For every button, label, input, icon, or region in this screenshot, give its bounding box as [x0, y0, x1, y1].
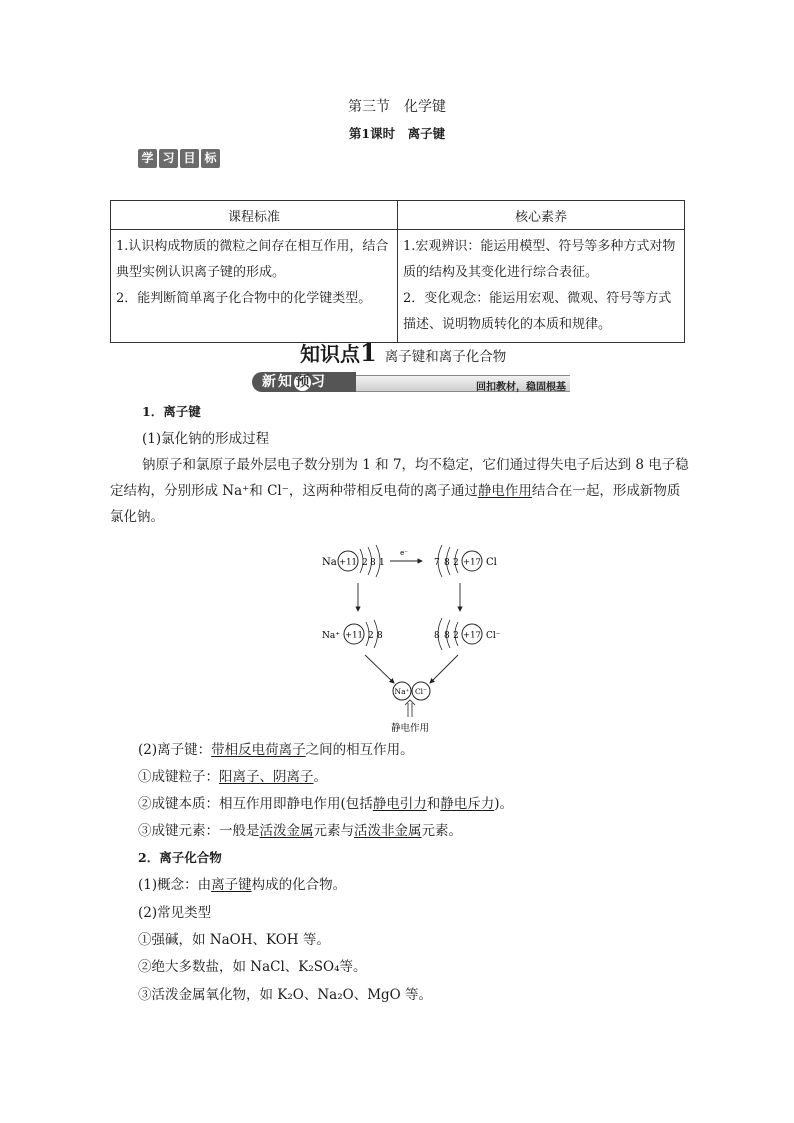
ionic-bond-definition: (2)离子键：带相反电荷离子之间的相互作用。 [138, 742, 414, 758]
svg-text:+17: +17 [463, 630, 481, 641]
literacy-item: 1.宏观辨识：能运用模型、符号等多种方式对物质的结构及其变化进行综合表征。 [403, 239, 676, 280]
badge-char: 标 [201, 149, 220, 168]
section-title: 第三节 化学键 [348, 99, 446, 115]
ionic-compound-concept: (1)概念：由离子键构成的化合物。 [138, 877, 347, 893]
na-ion-symbol: Na⁺ [322, 631, 340, 641]
standards-table [110, 200, 685, 343]
na-ion-shell: 2 [368, 631, 374, 641]
cl-shell: 8 [444, 558, 450, 568]
standard-item: 2．能判断简单离子化合物中的化学键类型。 [116, 291, 372, 306]
electron-label: e⁻ [400, 549, 408, 557]
na-shell: 2 [362, 558, 368, 568]
underlined-term: 离子键 [211, 877, 252, 893]
knowledge-point-title: 离子键和离子化合物 [384, 349, 507, 365]
literacy-cell [398, 230, 685, 343]
underlined-term: 静电作用 [477, 483, 532, 499]
common-types-heading: (2)常见类型 [138, 905, 212, 921]
table-header-literacy: 核心素养 [398, 201, 685, 230]
knowledge-point-number: 1 [360, 338, 377, 367]
paragraph-nacl: 钠原子和氯原子最外层电子数分别为 1 和 7，均不稳定，它们通过得失电子后达到 8 电子稳定结构，分别形成 Na⁺和 Cl⁻，这两种带相反电荷的离子通过静电作用结合在一起，形成新物质氯化钠。 [110, 457, 689, 525]
svg-text:+11: +11 [345, 630, 363, 641]
subsection-nacl-formation: (1)氯化钠的形成过程 [142, 431, 270, 447]
knowledge-point-label: 知识点1 [300, 338, 377, 367]
underlined-term: 静电斥力 [440, 796, 495, 812]
section-heading-ionic-bond: 1．离子键 [142, 404, 201, 419]
nacl-formation-diagram [310, 545, 510, 735]
cl-shell: 7 [434, 558, 440, 568]
underlined-term: 带相反电荷离子 [211, 742, 306, 758]
preview-banner-bar [356, 375, 570, 392]
underlined-term: 静电引力 [372, 796, 427, 812]
badge-char: 目 [180, 149, 199, 168]
badge-char: 学 [138, 149, 157, 168]
na-nucleus-charge: +11 [339, 557, 357, 568]
cl-ion-shell: 8 [434, 631, 440, 641]
underlined-term: 活泼金属 [259, 823, 314, 839]
preview-banner-note: 回扣教材，稳固根基 [476, 382, 566, 393]
new-knowledge-preview-banner [252, 372, 570, 392]
underlined-term: 阳离子、阴离子 [219, 769, 314, 785]
table-header-standards: 课程标准 [111, 201, 398, 230]
literacy-item: 2．变化观念：能运用宏观、微观、符号等方式描述、说明物质转化的本质和规律。 [403, 291, 672, 332]
cl-ion-symbol: Cl⁻ [486, 631, 501, 641]
type-metal-oxides: ③活泼金属氧化物，如 K₂O、Na₂O、MgO 等。 [138, 987, 433, 1003]
section-heading-ionic-compound: 2．离子化合物 [138, 850, 222, 865]
learning-goals-badge [138, 149, 220, 168]
standards-cell [111, 230, 398, 343]
preview-circle-icon: 预 [295, 374, 310, 390]
cl-ion-shell: 8 [444, 631, 450, 641]
na-shell: 1 [379, 558, 385, 568]
na-ion-shell: 8 [377, 631, 383, 641]
cl-ion-shell: 2 [453, 631, 459, 641]
cl-shell: 2 [453, 558, 459, 568]
na-shell: 8 [370, 558, 376, 568]
standard-item: 1.认识构成物质的微粒之间存在相互作用，结合典型实例认识离子键的形成。 [116, 239, 389, 280]
knowledge-point-heading [300, 338, 506, 367]
electrostatic-caption: 静电作用 [390, 723, 430, 734]
na-symbol: Na [322, 557, 337, 568]
bonding-particles: ①成键粒子：阳离子、阴离子。 [138, 769, 327, 785]
badge-char: 习 [159, 149, 178, 168]
underlined-term: 活泼非金属 [354, 823, 422, 839]
bonding-essence: ②成键本质：相互作用即静电作用(包括静电引力和静电斥力)。 [138, 796, 514, 812]
svg-text:Na⁺: Na⁺ [394, 687, 410, 696]
bonding-elements: ③成键元素：一般是活泼金属元素与活泼非金属元素。 [138, 823, 462, 839]
cl-nucleus-charge: +17 [463, 557, 481, 568]
cl-symbol: Cl [486, 557, 497, 568]
preview-banner-label: 新知 预 习 [252, 372, 356, 392]
type-strong-base: ①强碱，如 NaOH、KOH 等。 [138, 932, 330, 948]
lesson-subtitle: 第1课时 离子键 [348, 126, 446, 141]
svg-text:Cl⁻: Cl⁻ [414, 687, 428, 696]
type-salts: ②绝大多数盐，如 NaCl、K₂SO₄等。 [138, 959, 367, 975]
